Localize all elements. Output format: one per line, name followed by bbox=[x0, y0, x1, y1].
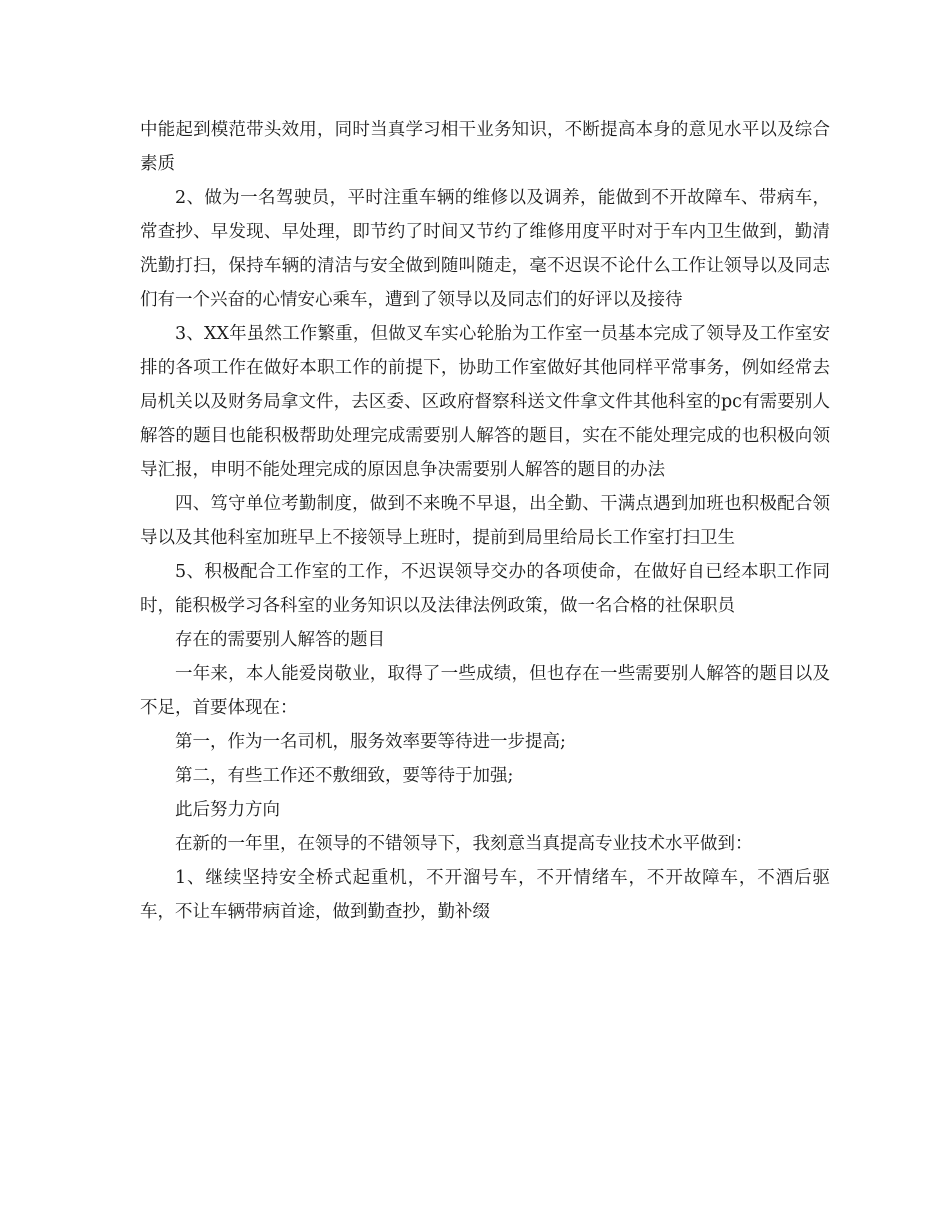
paragraph-problems-intro: 一年来，本人能爱岗敬业，取得了一些成绩，但也存在一些需要别人解答的题目以及不足，首要体现在： bbox=[140, 664, 830, 718]
paragraph-problem-second: 第二，有些工作还不敷细致，要等待于加强; bbox=[175, 766, 514, 786]
paragraph-item-3: 3、XX年虽然工作繁重，但做叉车实心轮胎为工作室一员基本完成了领导及工作室安排的各项工作在做好本职工作的前提下，协助工作室做好其他同样平常事务，例如经常去局机关以及财务局拿文件，去区委、区政府督察科送文件拿文件其他科室的pc有需要别人解答的题目也能积极帮助处理完成需要别人解答的题目，实在不能处理完成的也积极向领导汇报，申明不能处理完成的原因息争决需要别人解答的题目的办法 bbox=[140, 324, 830, 480]
section-heading-direction: 此后努力方向 bbox=[175, 800, 280, 820]
paragraph-item-2: 2、做为一名驾驶员，平时注重车辆的维修以及调养，能做到不开故障车、带病车，常查抄、早发现、早处理，即节约了时间又节约了维修用度平时对于车内卫生做到，勤清洗勤打扫，保持车辆的清洁与安全做到随叫随走，毫不迟误不论什么工作让领导以及同志们有一个兴奋的心情安心乘车，遭到了领导以及同志们的好评以及接待 bbox=[140, 188, 830, 310]
paragraph-item-5: 5、积极配合工作室的工作，不迟误领导交办的各项使命，在做好自已经本职工作同时，能积极学习各科室的业务知识以及法律法例政策，做一名合格的社保职员 bbox=[140, 562, 830, 616]
section-heading-problems: 存在的需要别人解答的题目 bbox=[175, 630, 385, 650]
paragraph-item-4: 四、笃守单位考勤制度，做到不来晚不早退，出全勤、干满点遇到加班也积极配合领导以及其他科室加班早上不接领导上班时，提前到局里给局长工作室打扫卫生 bbox=[140, 494, 830, 548]
paragraph-direction-item-1: 1、继续坚持安全桥式起重机，不开溜号车，不开情绪车，不开故障车，不酒后驱车，不让车辆带病首途，做到勤查抄，勤补缀 bbox=[140, 868, 830, 922]
paragraph-continuation: 中能起到模范带头效用，同时当真学习相干业务知识，不断提高本身的意见水平以及综合素质 bbox=[140, 120, 830, 174]
paragraph-direction-intro: 在新的一年里，在领导的不错领导下，我刻意当真提高专业技术水平做到： bbox=[175, 834, 753, 854]
document-body bbox=[140, 113, 830, 929]
paragraph-problem-first: 第一，作为一名司机，服务效率要等待进一步提高; bbox=[175, 732, 566, 752]
